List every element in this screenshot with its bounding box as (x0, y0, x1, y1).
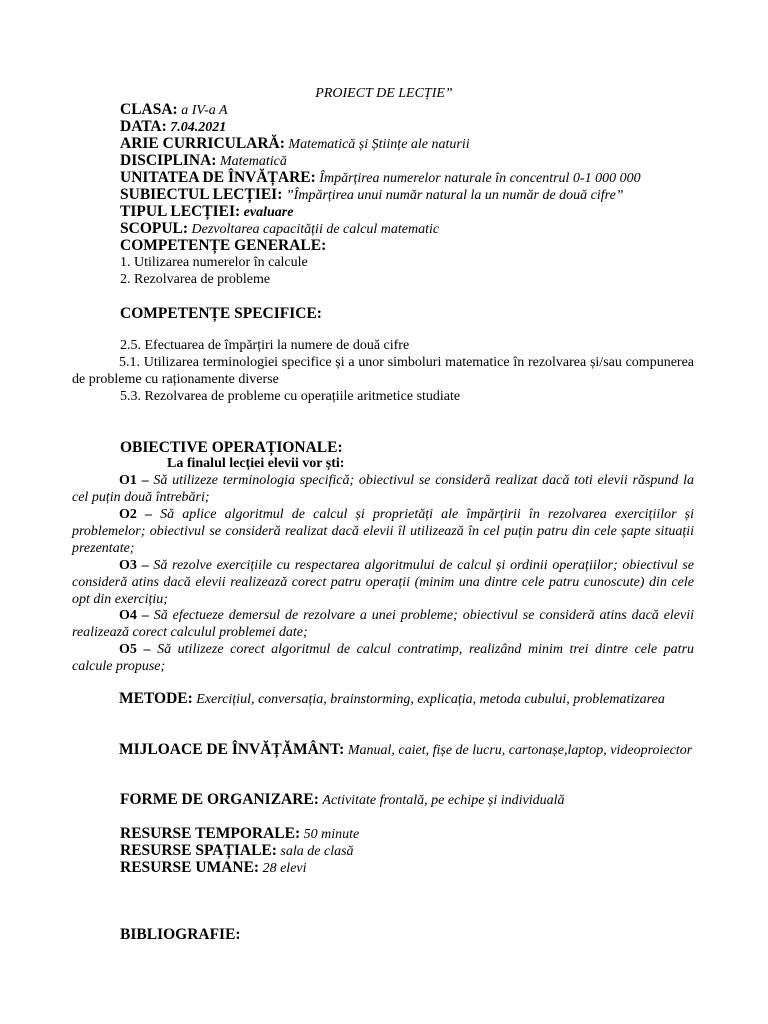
competenta-specifica-item: 2.5. Efectuarea de împărțiri la numere de două cifre (120, 338, 410, 353)
field-value: 7.04.2021 (170, 120, 227, 135)
document-title: PROIECT DE LECȚIE” (315, 86, 453, 101)
objective-o1 (72, 472, 694, 506)
field-label: DISCIPLINA: (120, 152, 217, 169)
objective-text: Să aplice algoritmul de calcul și proprietăți ale împărțirii în rezolvarea exercițiilor și problemelor; obiectivul se consideră realizat dacă elevii îl utilizează în cel puțin patru din cele șapte situații prezentate; (72, 507, 695, 556)
competenta-generala-item: 1. Utilizarea numerelor în calcule (120, 255, 308, 270)
mijloace-section (72, 741, 694, 759)
objective-code: O5 – (119, 642, 151, 657)
field-value: Dezvoltarea capacității de calcul matematic (191, 222, 440, 237)
field-value: Matematică (219, 154, 287, 169)
objective-code: O4 – (119, 608, 149, 623)
resurse-value: 50 minute (303, 827, 360, 842)
resurse-label: RESURSE SPAȚIALE: (120, 842, 277, 859)
field-label: CLASA: (120, 101, 178, 118)
metode-label: METODE: (119, 690, 193, 707)
competenta-specifica-item: 5.1. Utilizarea terminologiei specifice și a unor simboluri matematice în rezolvarea și/sau compunerea de probleme cu raționamente diverse (72, 355, 694, 387)
objective-o5 (72, 641, 694, 675)
field-label: SCOPUL: (120, 220, 189, 237)
field-value: Împărțirea numerelor naturale în concentrul 0-1 000 000 (319, 171, 641, 186)
objective-text: Să utilizeze corect algoritmul de calcul contratimp, realizând minim trei dintre cele patru calcule propuse; (72, 642, 695, 674)
competente-specifice-heading: COMPETENȚE SPECIFICE: (120, 305, 322, 322)
resurse-value: sala de clasă (280, 844, 354, 859)
resurse-umane (120, 859, 307, 877)
field-disciplina (120, 152, 287, 170)
resurse-value: 28 elevi (262, 861, 307, 876)
obiective-subheading: La finalul lecției elevii vor ști: (167, 456, 345, 471)
competente-generale-heading: COMPETENȚE GENERALE: (120, 237, 327, 254)
forme-label: FORME DE ORGANIZARE: (120, 791, 319, 808)
field-scopul (120, 220, 439, 238)
field-data (120, 118, 226, 136)
field-value: Matematică și Științe ale naturii (288, 137, 470, 152)
obiective-heading: OBIECTIVE OPERAȚIONALE: (120, 439, 343, 456)
field-clasa (120, 101, 228, 119)
competenta-specifica-item: 5.3. Rezolvarea de probleme cu operațiile aritmetice studiate (120, 389, 461, 404)
field-value: ”Împărțirea unui număr natural la un număr de două cifre” (285, 188, 624, 203)
field-subiectul-lectiei (120, 186, 624, 204)
field-tipul-lectiei (120, 203, 293, 221)
mijloace-label: MIJLOACE DE ÎNVĂȚĂMÂNT: (119, 741, 345, 758)
resurse-temporale (120, 825, 359, 843)
field-arie-curriculara (120, 135, 470, 153)
objective-o4 (72, 607, 694, 641)
mijloace-value: Manual, caiet, fișe de lucru, cartonașe,laptop, videoproiector (347, 743, 693, 758)
forme-organizare (120, 791, 565, 809)
field-label: SUBIECTUL LECȚIEI: (120, 186, 283, 203)
field-label: UNITATEA DE ÎNVĂȚARE: (120, 169, 316, 186)
objective-text: Să rezolve exercițiile cu respectarea algoritmului de calcul și ordinii operațiilor; obiectivul se consideră atins dacă elevii realizează corect patru operații (minim una dintre cele patru cunoscute) din cele opt din exercițiu; (72, 558, 695, 607)
objective-code: O3 – (119, 558, 149, 573)
metode-value: Exercițiul, conversația, brainstorming, explicația, metoda cubului, problematizarea (196, 692, 665, 707)
resurse-label: RESURSE UMANE: (120, 859, 260, 876)
objective-o3 (72, 557, 694, 608)
field-label: TIPUL LECȚIEI: (120, 203, 241, 220)
field-label: ARIE CURRICULARĂ: (120, 135, 285, 152)
objective-text: Să efectueze demersul de rezolvare a unei probleme; obiectivul se consideră atins dacă elevii realizează corect calculul problemei date; (72, 608, 695, 640)
resurse-label: RESURSE TEMPORALE: (120, 825, 301, 842)
field-label: DATA: (120, 118, 167, 135)
objective-o2 (72, 506, 694, 557)
metode-section (72, 690, 694, 708)
competenta-generala-item: 2. Rezolvarea de probleme (120, 272, 271, 287)
field-unitatea-de-invatare (120, 169, 641, 187)
objective-code: O2 – (119, 507, 153, 522)
bibliografie-heading: BIBLIOGRAFIE: (120, 926, 241, 943)
forme-value: Activitate frontală, pe echipe și individuală (322, 793, 565, 808)
field-value: evaluare (243, 205, 294, 220)
resurse-spatiale (120, 842, 354, 860)
field-value: a IV-a A (181, 103, 228, 118)
objective-code: O1 – (119, 473, 149, 488)
objective-text: Să utilizeze terminologia specifică; obiectivul se consideră realizat dacă toti elevii răspund la cel puțin două întrebări; (72, 473, 695, 505)
